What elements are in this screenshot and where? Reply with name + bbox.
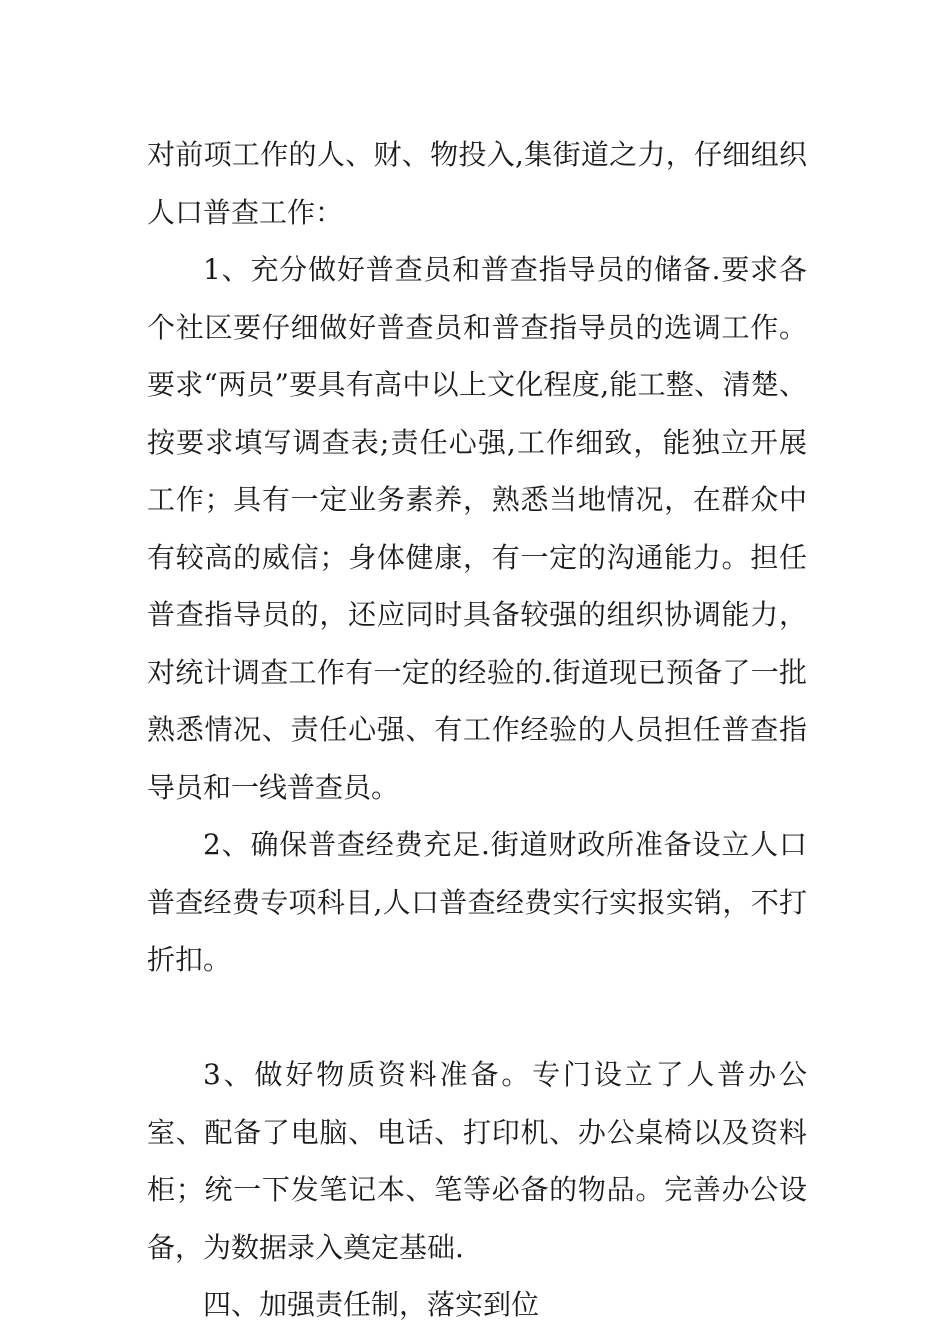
paragraph-item-1: 1、充分做好普查员和普查指导员的储备.要求各个社区要仔细做好普查员和普查指导员的选调工作。要求“两员”要具有高中以上文化程度,能工整、清楚、按要求填写调查表;责任心强,工作细致，能独立开展工作；具有一定业务素养，熟悉当地情况，在群众中有较高的威信；身体健康，有一定的沟通能力。担任普查指导员的，还应同时具备较强的组织协调能力，对统计调查工作有一定的经验的.街道现已预备了一批熟悉情况、责任心强、有工作经验的人员担任普查指导员和一线普查员。 [147,253,807,804]
paragraph-spacer [147,989,807,1047]
document-body [147,126,807,1334]
section-heading-4: 四、加强责任制，落实到位 [203,1288,540,1321]
paragraph-intro: 对前项工作的人、财、物投入,集街道之力，仔细组织人口普查工作： [147,138,807,229]
paragraph-item-2: 2、确保普查经费充足.街道财政所准备设立人口普查经费专项科目,人口普查经费实行实报实销，不打折扣。 [147,828,807,976]
paragraph-item-3: 3、做好物质资料准备。专门设立了人普办公室、配备了电脑、电话、打印机、办公桌椅以及资料柜；统一下发笔记本、笔等必备的物品。完善办公设备，为数据录入奠定基础. [147,1058,807,1264]
